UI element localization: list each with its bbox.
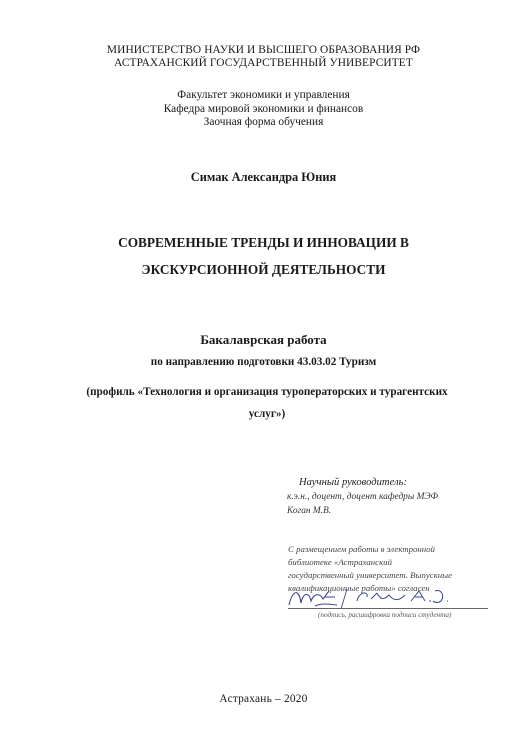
university-line: АСТРАХАНСКИЙ ГОСУДАРСТВЕННЫЙ УНИВЕРСИТЕТ (114, 57, 413, 69)
signature-caption: (подпись, расшифровка подписи студента) (318, 611, 452, 619)
thesis-title-line2: ЭКСКУРСИОННОЙ ДЕЯТЕЛЬНОСТИ (141, 262, 386, 277)
signature-line (288, 608, 488, 609)
faculty-name: Факультет экономики и управления (177, 89, 350, 101)
supervisor-name: Коган М.В. (287, 506, 332, 516)
library-consent-line3: государственный университет. Выпускные (288, 570, 453, 580)
library-consent-line1: С размещением работы в электронной (288, 544, 435, 554)
city-year: Астрахань – 2020 (219, 693, 308, 705)
faculty-block (0, 89, 527, 130)
library-consent-line2: библиотеке «Астраханский (288, 557, 392, 567)
work-profile (30, 381, 504, 425)
work-type: Бакалаврская работа (200, 332, 327, 347)
supervisor-position: к.э.н., доцент, доцент кафедры МЭФ (287, 492, 439, 502)
library-consent-line4: квалификационные работы» согласен (288, 583, 430, 593)
ministry-header (0, 44, 527, 70)
work-profile-line1: (профиль «Технология и организация туроператорских и турагентских (86, 386, 448, 398)
thesis-title-line1: СОВРЕМЕННЫЕ ТРЕНДЫ И ИННОВАЦИИ В (118, 235, 409, 250)
work-profile-line2: услуг») (248, 408, 286, 420)
supervisor-block (287, 476, 447, 518)
work-direction: по направлению подготовки 43.03.02 Туризм (150, 356, 377, 368)
ministry-line: МИНИСТЕРСТВО НАУКИ И ВЫСШЕГО ОБРАЗОВАНИЯ РФ (106, 44, 421, 56)
department-name: Кафедра мировой экономики и финансов (163, 102, 364, 115)
study-form: Заочная форма обучения (203, 116, 324, 128)
supervisor-label: Научный руководитель: (299, 477, 407, 488)
author-name: Симак Александра Юния (190, 170, 337, 184)
thesis-title (0, 229, 527, 283)
